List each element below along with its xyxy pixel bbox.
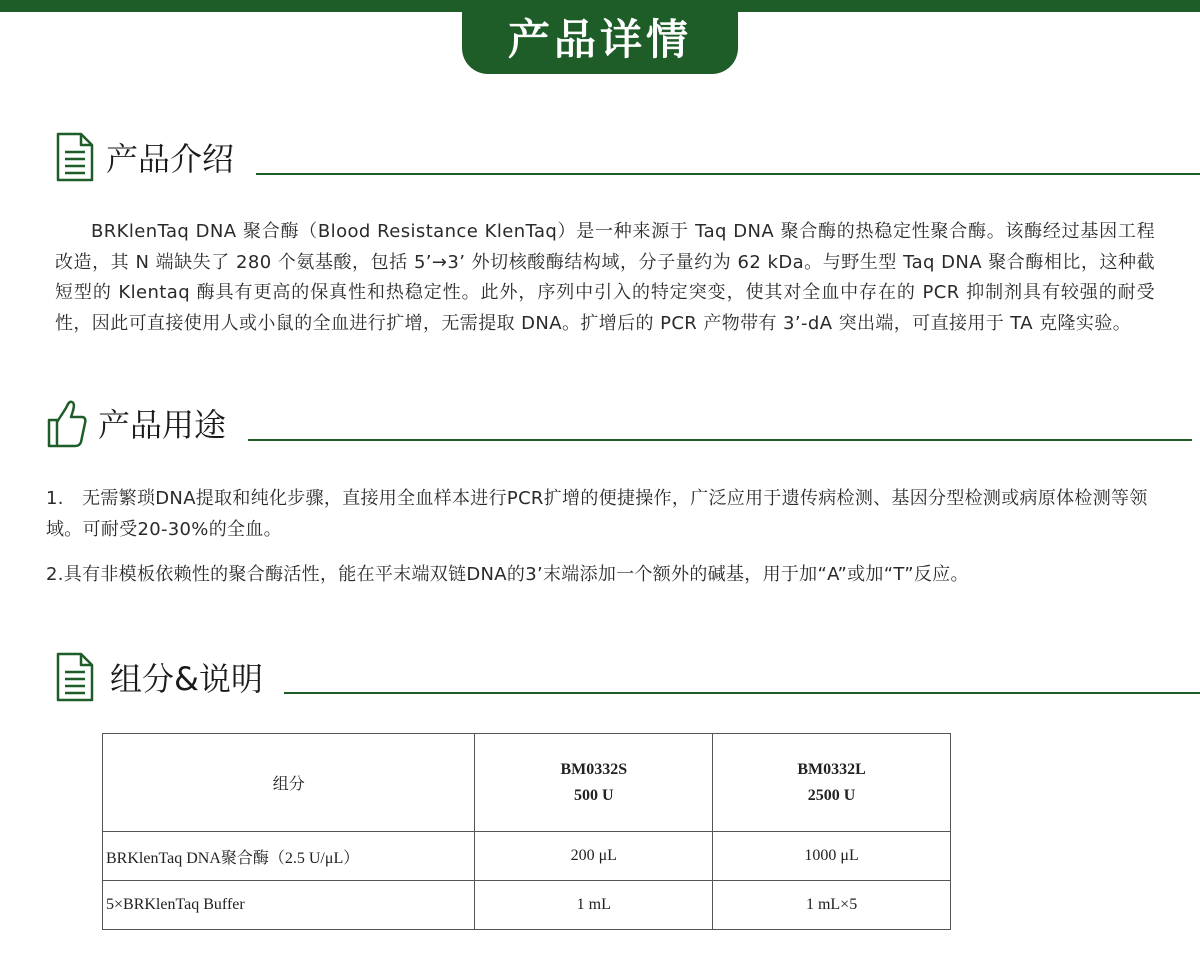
document-icon <box>55 132 95 182</box>
table-cell: BRKlenTaq DNA聚合酶（2.5 U/μL） <box>103 832 475 881</box>
section-header-usage <box>0 394 1200 454</box>
section-title-usage: 产品用途 <box>98 406 227 444</box>
section-title-components: 组分&说明 <box>110 660 263 698</box>
table-header-cell: 组分 <box>103 734 475 832</box>
table-row <box>103 881 951 930</box>
table-cell: 5×BRKlenTaq Buffer <box>103 881 475 930</box>
section-divider <box>256 173 1200 175</box>
section-title-intro: 产品介绍 <box>106 140 235 178</box>
table-cell: 1 mL <box>475 881 713 930</box>
unit-size: 500 U <box>574 786 614 804</box>
page-title: 产品详情 <box>507 15 692 64</box>
usage-item: 2.具有非模板依赖性的聚合酶活性，能在平末端双链DNA的3’末端添加一个额外的碱基，用于加“A”或加“T”反应。 <box>46 564 969 585</box>
table-header-row <box>103 734 951 832</box>
table-cell: 1000 μL <box>713 832 951 881</box>
components-table <box>102 733 951 930</box>
table-row <box>103 832 951 881</box>
table-header-cell <box>713 734 951 832</box>
section-header-intro <box>0 128 1200 188</box>
section-divider <box>248 439 1192 441</box>
usage-item: 1. 无需繁琐DNA提取和纯化步骤，直接用全血样本进行PCR扩增的便捷操作，广泛应用于遗传病检测、基因分型检测或病原体检测等领域。可耐受20-30%的全血。 <box>46 488 1148 540</box>
unit-size: 2500 U <box>807 786 856 804</box>
section-header-components <box>0 648 1200 708</box>
thumbs-up-icon <box>44 398 88 448</box>
page-title-banner <box>462 0 738 74</box>
catalog-number: BM0332L <box>797 760 866 778</box>
document-icon <box>55 652 95 702</box>
section-divider <box>284 692 1200 694</box>
table-cell: 1 mL×5 <box>713 881 951 930</box>
table-header-cell <box>475 734 713 832</box>
table-cell: 200 μL <box>475 832 713 881</box>
intro-paragraph: BRKlenTaq DNA 聚合酶（Blood Resistance KlenTaq）是一种来源于 Taq DNA 聚合酶的热稳定性聚合酶。该酶经过基因工程改造，其 N 端缺失了 280 个氨基酸，包括 5’→3’ 外切核酸酶结构域，分子量约为 62 kDa。与野生型 Taq DNA 聚合酶相比，这种截短型的 Klentaq 酶具有更高的保真性和热稳定性。此外，序列中引入的特定突变，使其对全血中存在的 PCR 抑制剂具有较强的耐受性，因此可直接使用人或小鼠的全血进行扩增，无需提取 DNA。扩增后的 PCR 产物带有 3’-dA 突出端，可直接用于 TA 克隆实验。 <box>55 221 1155 334</box>
catalog-number: BM0332S <box>560 760 628 778</box>
